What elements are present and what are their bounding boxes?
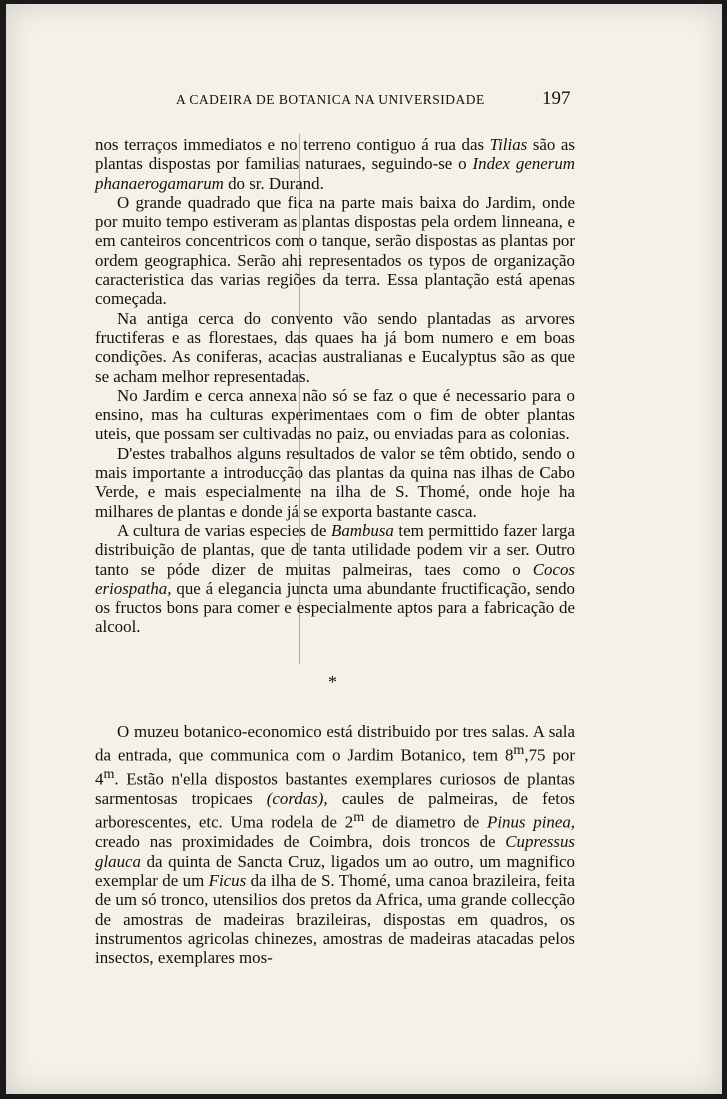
text-run: da quinta de Sancta Cruz, ligados um ao outro, um magnifico exemplar de um <box>95 851 575 890</box>
running-header: A CADEIRA DE BOTANICA NA UNIVERSIDADE <box>176 92 485 107</box>
paragraph-7 <box>95 722 575 967</box>
text-run: do sr. Durand. <box>223 173 324 193</box>
page-number: 197 <box>542 88 571 109</box>
italic-run: Bambusa <box>331 520 394 540</box>
paragraph-3: Na antiga cerca do convento vão sendo plantadas as arvores fructiferas e as florestaes, das quaes ha já bom numero e em boas condições. As coniferas, acacias australianas e Eucalyptus são as que se acham melhor representadas. <box>95 308 575 386</box>
text-run: caules de palmeiras, de fetos arborescentes, etc. Uma rodela de 2 <box>95 789 575 833</box>
paragraph-5: D'estes trabalhos alguns resultados de valor se têm obtido, sendo o mais importante a introducção das plantas da quina nas ilhas de Cabo Verde, e mais especialmente na ilha de S. Thomé, onde hoje ha milhares de plantas e donde já se exporta bastante casca. <box>95 443 575 521</box>
superscript: m <box>353 809 365 826</box>
paragraph-1 <box>95 135 575 193</box>
book-page <box>6 4 722 1094</box>
italic-run: Cocos eriospatha, <box>95 559 575 598</box>
paragraph-4: No Jardim e cerca annexa não só se faz o que é necessario para o ensino, mas ha culturas experimentaes com o fim de obter plantas uteis, que possam ser cultivadas no paiz, ou enviadas para as colonias. <box>95 385 575 444</box>
text-run: A cultura de varias especies de <box>117 520 331 540</box>
text-run: da ilha de S. Thomé, uma canoa brazileira, feita de um só tronco, utensilios dos pretos da Africa, uma grande collecção de amostras de madeiras brazileiras, dispostas em quadros, os instrumentos agricolas chinezes, amostras de madeiras atacadas pelos insectos, exemplares mos- <box>95 870 576 968</box>
paragraph-6 <box>95 521 575 637</box>
body-section-1 <box>95 135 575 637</box>
italic-run: Ficus <box>208 870 247 890</box>
italic-run: Tilias <box>489 135 528 154</box>
italic-run: Index generum phanaerogamarum <box>95 154 575 193</box>
text-run: que á elegancia juncta uma abundante fructificação, sendo os fructos bons para comer e especialmente aptos para a fabricação de alcool. <box>95 578 575 637</box>
italic-run: (cordas), <box>266 789 328 809</box>
italic-run: Cupressus glauca <box>95 832 575 871</box>
text-run: ,75 por 4 <box>95 745 575 789</box>
paragraph-2: O grande quadrado que fica na parte mais baixa do Jardim, onde por muito tempo estiveram as plantas dispostas pela ordem linneana, e em canteiros concentricos com o tanque, serão dispostas as plantas por ordem geographica. Serão ahi representados os typos de organização caracteristica das varias regiões da terra. Essa plantação está apenas começada. <box>95 192 575 309</box>
body-section-2 <box>95 722 575 967</box>
text-run: O muzeu botanico-economico está distribuido por tres salas. A sala da entrada, que communica com o Jardim Botanico, tem 8 <box>95 722 575 765</box>
text-run: . Estão n'ella dispostos bastantes exemplares curiosos de plantas sarmentosas tropicaes <box>95 769 575 809</box>
text-run: de diametro de <box>364 813 488 833</box>
text-run: nos terraços immediatos e no terreno contiguo á rua das <box>95 135 490 154</box>
section-separator: * <box>328 672 337 692</box>
superscript: m <box>513 742 525 759</box>
italic-run: Pinus pinea, <box>487 813 575 833</box>
superscript: m <box>103 766 115 783</box>
text-run: são as plantas dispostas por familias naturaes, seguindo-se o <box>95 135 576 174</box>
text-run: creado nas proximidades de Coimbra, dois troncos de <box>95 832 506 852</box>
text-run: tem permittido fazer larga distribuição de plantas, que de tanta utilidade podem vir a ser. Outro tanto se póde dizer de muitas palmeiras, taes como o <box>95 520 575 579</box>
